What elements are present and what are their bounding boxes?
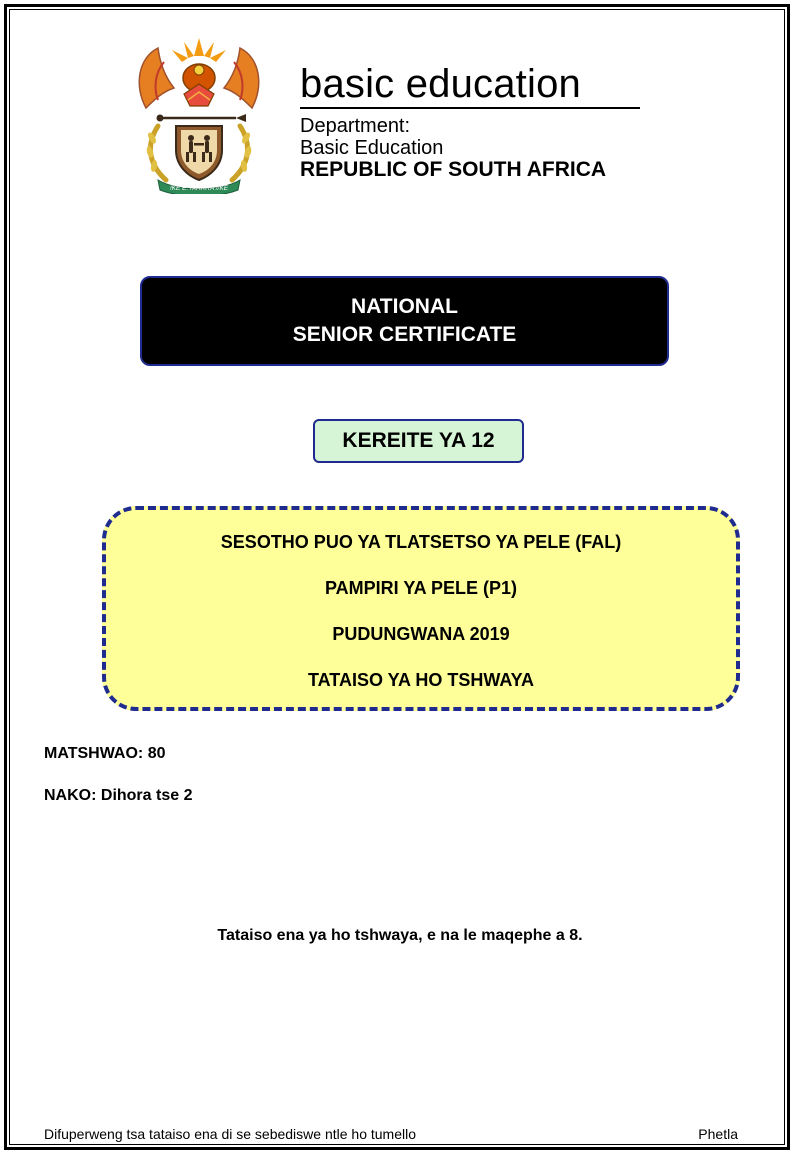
brand-title: basic education: [300, 62, 581, 106]
certificate-banner: [140, 276, 669, 366]
basic-education-label: Basic Education: [300, 137, 444, 159]
coat-of-arms-motto: !KE E: /XARRA //KE: [169, 185, 229, 192]
page-count-note: Tataiso ena ya ho tshwaya, e na le maqephe a 8.: [217, 927, 583, 944]
certificate-line-1: NATIONAL: [351, 295, 458, 318]
marks-label: MATSHWAO: 80: [44, 745, 166, 762]
document-type-label: TATAISO YA HO TSHWAYA: [307, 670, 535, 690]
turn-over-label: Phetla: [698, 1126, 738, 1142]
session-label: PUDUNGWANA 2019: [332, 624, 510, 644]
subject-panel: [102, 506, 740, 711]
department-label: Department:: [300, 115, 411, 137]
country-label: REPUBLIC OF SOUTH AFRICA: [300, 158, 607, 181]
subject-title: SESOTHO PUO YA TLATSETSO YA PELE (FAL): [220, 532, 622, 552]
south-africa-coat-of-arms-icon: [128, 34, 270, 194]
paper-label: PAMPIRI YA PELE (P1): [324, 578, 518, 598]
certificate-line-2: SENIOR CERTIFICATE: [292, 323, 517, 346]
brand-divider: [300, 107, 640, 109]
copyright-notice: Difuperweng tsa tataiso ena di se sebediswe ntle ho tumello: [44, 1126, 416, 1142]
time-label: NAKO: Dihora tse 2: [44, 787, 193, 804]
grade-badge: KEREITE YA 12: [313, 419, 524, 463]
